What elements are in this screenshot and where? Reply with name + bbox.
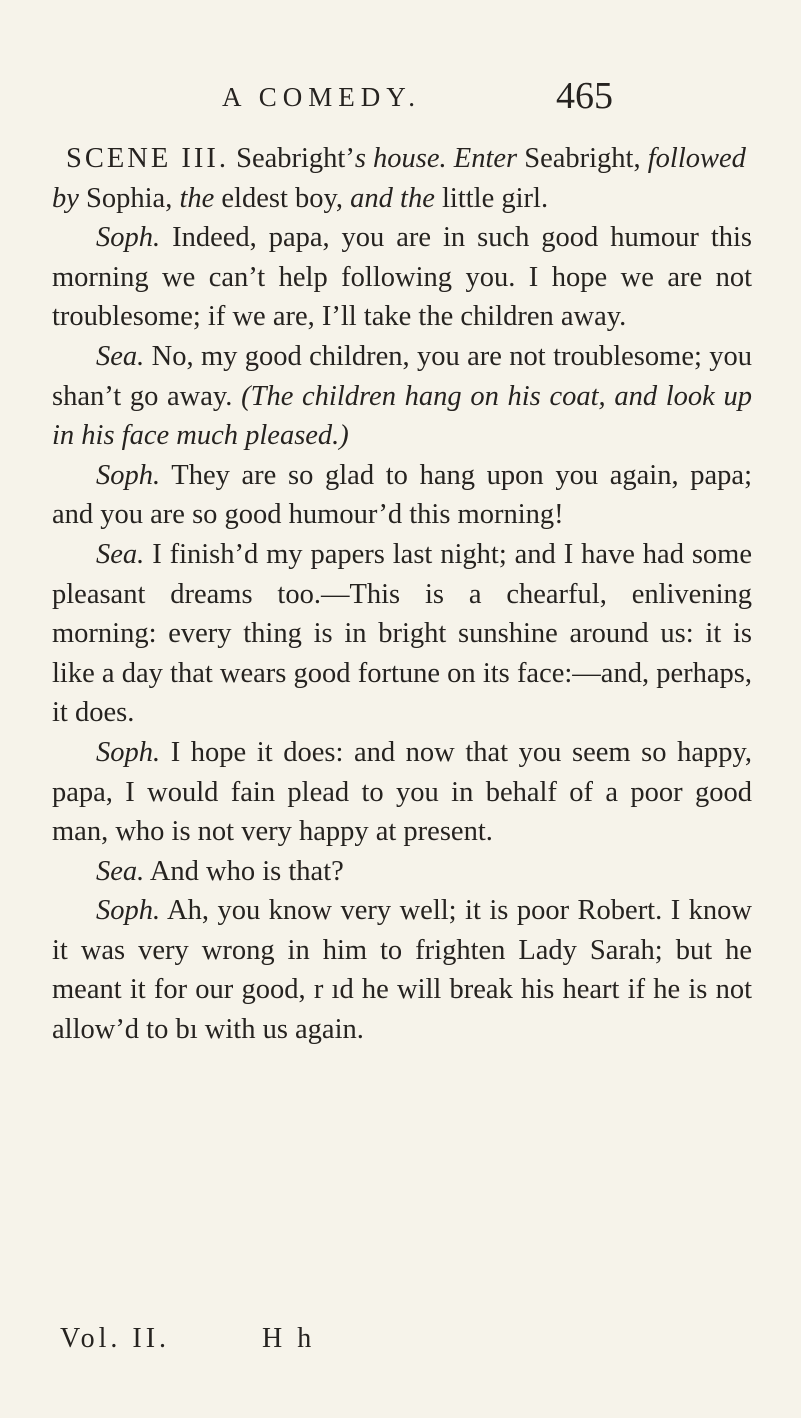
volume-mark: Vol. II. (60, 1323, 171, 1354)
dialogue-paragraph (52, 733, 752, 852)
stage-direction: (The children hang on his coat, and look up in his face much pleased.) (52, 380, 753, 452)
character-little-girl: little girl. (442, 182, 549, 214)
dialogue-paragraph (52, 852, 752, 892)
scene-location-possessive: s (354, 143, 366, 174)
dialogue-paragraph (52, 456, 752, 535)
character-sophia: Sophia, (86, 182, 173, 214)
speaker-name: Soph. (96, 459, 161, 491)
dialogue-text: No, my good children, you are not troublesome; you shan’t go away. (52, 340, 753, 412)
dialogue-paragraph (52, 337, 752, 456)
dialogue-text: Ah, you know very well; it is poor Robert. I know it was very wrong in him to frighten Lady Sarah; but he meant it for our good, r ıd he will break his heart if he is not allow’d to bı with us again. (52, 895, 752, 1046)
speaker-name: Soph. (96, 222, 161, 254)
speaker-name: Soph. (96, 736, 161, 768)
body-text (52, 139, 752, 1050)
dialogue-paragraph (52, 891, 752, 1049)
page-number: 465 (556, 75, 613, 117)
stage-enter: Enter (453, 143, 518, 174)
dialogue-text: They are so glad to hang upon you again, papa; and you are so good humour’d this morning! (52, 459, 752, 531)
scene-location: house. (373, 143, 447, 174)
page-header (0, 68, 801, 128)
dialogue-paragraph (52, 218, 752, 337)
speaker-name: Sea. (96, 855, 145, 887)
speaker-name: Sea. (96, 538, 145, 570)
page-footer (60, 1323, 760, 1355)
scene-label: SCENE III. (66, 143, 229, 174)
dialogue-text: I hope it does: and now that you seem so happy, papa, I would fain plead to you in behalf of a poor good man, who is not very happy at present. (52, 736, 752, 848)
stage-followed: followed by (52, 143, 746, 214)
character-seabright: Seabright, (524, 143, 641, 174)
dialogue-text: Indeed, papa, you are in such good humour this morning we can’t help following you. I hope we are not troublesome; if we are, I’ll take the children away. (52, 222, 753, 333)
speaker-name: Sea. (96, 340, 145, 372)
dialogue-text: And who is that? (149, 855, 344, 887)
scene-heading (52, 139, 752, 218)
stage-the: the (179, 182, 215, 214)
character-eldest-boy: eldest boy, (221, 182, 344, 214)
signature-mark: H h (262, 1323, 316, 1354)
speaker-name: Soph. (96, 895, 161, 927)
scene-location-name: Seabright’ (236, 143, 355, 174)
dialogue-text: I finish’d my papers last night; and I have had some pleasant dreams too.—This is a chearful, enlivening morning: every thing is in bright sunshine around us: it is like a day that wears good fortune on its face:—and, perhaps, it does. (52, 538, 753, 729)
dialogue-paragraph (52, 535, 752, 733)
stage-and-the: and the (350, 182, 435, 214)
running-head: A COMEDY. (222, 82, 422, 112)
